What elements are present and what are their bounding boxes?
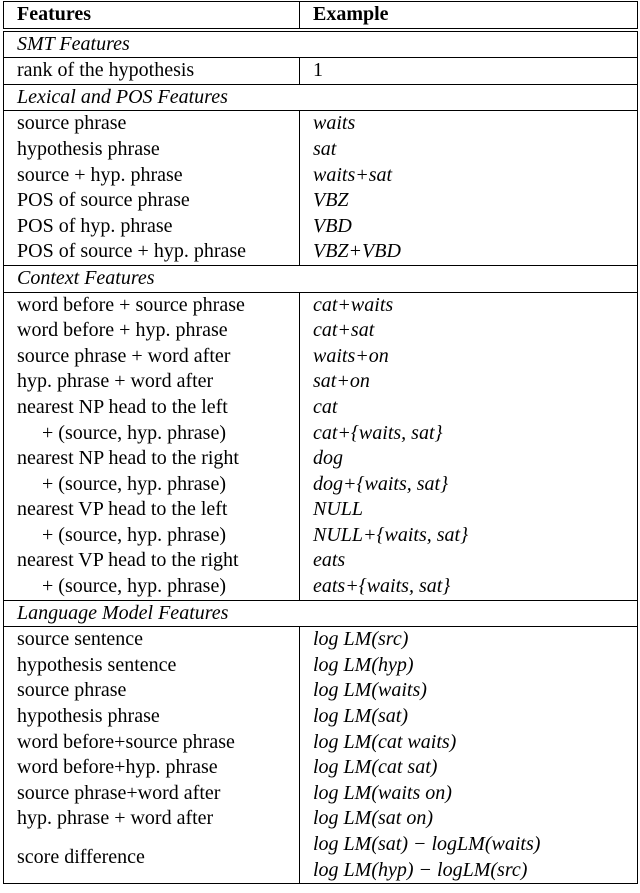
table-row	[4, 292, 638, 318]
section-title: Context Features	[4, 265, 638, 292]
example-cell: waits	[300, 111, 638, 137]
table-row	[4, 627, 638, 653]
example-cell: cat+waits	[300, 292, 638, 318]
example-line-2: log LM(hyp) − logLM(src)	[313, 858, 528, 881]
feature-cell: + (source, hyp. phrase)	[4, 523, 300, 549]
section-header-row	[4, 265, 638, 292]
table-row	[4, 395, 638, 421]
table-body	[4, 30, 638, 884]
feature-cell: source sentence	[4, 627, 300, 653]
example-cell: log LM(sat on)	[300, 806, 638, 832]
feature-cell: rank of the hypothesis	[4, 58, 300, 85]
feature-cell: hyp. phrase + word after	[4, 369, 300, 395]
example-cell: waits+on	[300, 344, 638, 370]
feature-cell: hyp. phrase + word after	[4, 806, 300, 832]
feature-cell: source phrase	[4, 678, 300, 704]
example-cell: cat	[300, 395, 638, 421]
features-table	[3, 1, 638, 884]
header-example: Example	[300, 2, 638, 30]
example-cell: log LM(hyp)	[300, 653, 638, 679]
example-cell: dog+{waits, sat}	[300, 472, 638, 498]
table-row	[4, 730, 638, 756]
table-row	[4, 421, 638, 447]
example-line-1: log LM(sat) − logLM(waits)	[313, 833, 541, 855]
example-cell: NULL	[300, 497, 638, 523]
feature-cell: word before+hyp. phrase	[4, 755, 300, 781]
feature-cell: + (source, hyp. phrase)	[4, 574, 300, 600]
feature-cell: + (source, hyp. phrase)	[4, 472, 300, 498]
feature-cell: score difference	[4, 832, 300, 884]
section-header-row	[4, 84, 638, 111]
table-row	[4, 214, 638, 240]
feature-cell: hypothesis phrase	[4, 137, 300, 163]
table-row	[4, 523, 638, 549]
table-row	[4, 806, 638, 832]
feature-cell: nearest NP head to the right	[4, 446, 300, 472]
example-cell: log LM(src)	[300, 627, 638, 653]
table-row	[4, 781, 638, 807]
table-row	[4, 369, 638, 395]
feature-cell: POS of source phrase	[4, 188, 300, 214]
feature-cell: word before + hyp. phrase	[4, 318, 300, 344]
header-features: Features	[4, 2, 300, 30]
table-row	[4, 704, 638, 730]
table-row	[4, 111, 638, 137]
feature-cell: + (source, hyp. phrase)	[4, 421, 300, 447]
feature-cell: nearest VP head to the left	[4, 497, 300, 523]
example-cell: waits+sat	[300, 163, 638, 189]
section-title: Lexical and POS Features	[4, 84, 638, 111]
example-cell: NULL+{waits, sat}	[300, 523, 638, 549]
example-cell: 1	[300, 58, 638, 85]
example-cell: log LM(cat waits)	[300, 730, 638, 756]
example-cell: VBZ+VBD	[300, 239, 638, 265]
feature-cell: source + hyp. phrase	[4, 163, 300, 189]
table-row	[4, 58, 638, 85]
section-title: SMT Features	[4, 30, 638, 58]
table-row	[4, 344, 638, 370]
header-row	[4, 2, 638, 30]
table-row	[4, 832, 638, 884]
example-cell: VBD	[300, 214, 638, 240]
table-row	[4, 653, 638, 679]
feature-cell: word before + source phrase	[4, 292, 300, 318]
table-row	[4, 755, 638, 781]
feature-cell: word before+source phrase	[4, 730, 300, 756]
example-cell: eats	[300, 548, 638, 574]
table-row	[4, 318, 638, 344]
feature-cell: hypothesis phrase	[4, 704, 300, 730]
table-row	[4, 239, 638, 265]
table-row	[4, 548, 638, 574]
example-cell: log LM(waits)	[300, 678, 638, 704]
table-row	[4, 446, 638, 472]
feature-cell: hypothesis sentence	[4, 653, 300, 679]
feature-cell: source phrase + word after	[4, 344, 300, 370]
section-title: Language Model Features	[4, 600, 638, 627]
example-cell: dog	[300, 446, 638, 472]
feature-cell: POS of source + hyp. phrase	[4, 239, 300, 265]
example-cell: log LM(waits on)	[300, 781, 638, 807]
example-cell: sat+on	[300, 369, 638, 395]
table-row	[4, 678, 638, 704]
table-row	[4, 188, 638, 214]
feature-cell: source phrase	[4, 111, 300, 137]
example-cell: cat+{waits, sat}	[300, 421, 638, 447]
table-row	[4, 163, 638, 189]
example-cell: cat+sat	[300, 318, 638, 344]
example-cell	[300, 832, 638, 884]
table-row	[4, 472, 638, 498]
example-cell: sat	[300, 137, 638, 163]
example-cell: VBZ	[300, 188, 638, 214]
feature-cell: POS of hyp. phrase	[4, 214, 300, 240]
section-header-row	[4, 30, 638, 58]
table-row	[4, 137, 638, 163]
example-cell: log LM(cat sat)	[300, 755, 638, 781]
feature-cell: nearest VP head to the right	[4, 548, 300, 574]
table-row	[4, 497, 638, 523]
feature-cell: source phrase+word after	[4, 781, 300, 807]
example-cell: eats+{waits, sat}	[300, 574, 638, 600]
feature-cell: nearest NP head to the left	[4, 395, 300, 421]
table-row	[4, 574, 638, 600]
section-header-row	[4, 600, 638, 627]
example-cell: log LM(sat)	[300, 704, 638, 730]
